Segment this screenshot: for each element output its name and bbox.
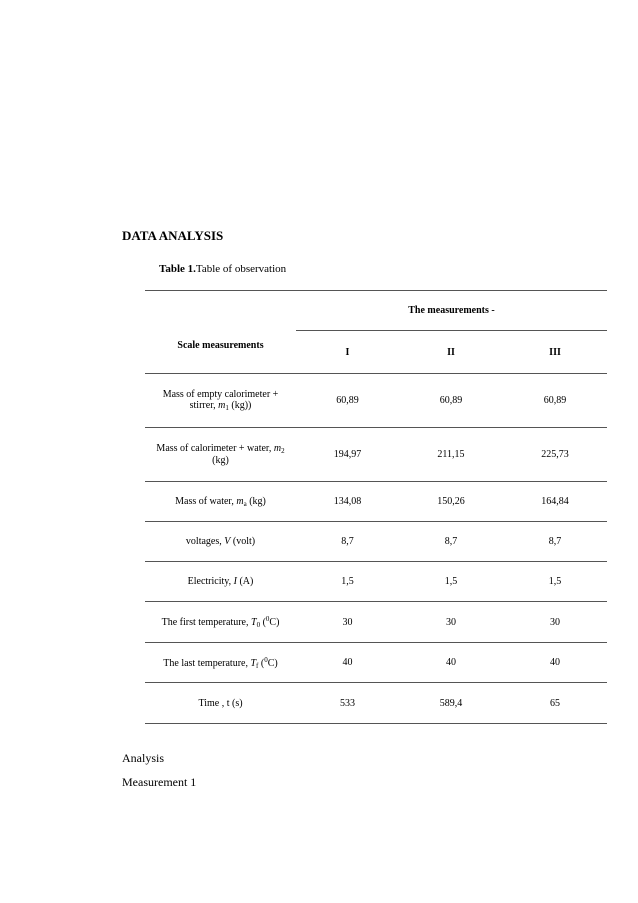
- row-label-part: Mass of calorimeter + water,: [156, 443, 274, 454]
- group-header: The measurements -: [296, 291, 607, 331]
- row-label-part: C): [269, 617, 280, 628]
- table-cell: 30: [503, 602, 607, 643]
- table-row: [145, 643, 607, 683]
- row-label: [145, 428, 296, 482]
- observation-table: [145, 290, 607, 724]
- table-cell: 150,26: [399, 482, 503, 522]
- analysis-label: Analysis: [122, 751, 164, 765]
- table-row: [145, 482, 607, 522]
- table-cell: 40: [399, 643, 503, 683]
- table-cell: 1,5: [296, 562, 399, 602]
- row-label-part: (A): [236, 576, 254, 587]
- row-label-part: Time , t (s): [198, 697, 243, 709]
- table-cell: 8,7: [399, 522, 503, 562]
- row-label: The last temperature, $T_f$ ($^0$C): [145, 643, 296, 683]
- table-row: [145, 683, 607, 724]
- row-label-part: 0: [264, 655, 268, 664]
- row-label-part: m: [273, 443, 282, 454]
- column-header: II: [399, 331, 503, 374]
- table-cell: 30: [399, 602, 503, 643]
- table-cell: 194,97: [296, 428, 399, 482]
- table-cell: 40: [296, 643, 399, 683]
- row-label-part: m: [218, 400, 226, 411]
- row-label-part: a: [243, 499, 247, 508]
- row-label-part: (volt): [230, 536, 256, 547]
- column-header: III: [503, 331, 607, 374]
- row-label-part: Mass of water,: [175, 495, 237, 507]
- table-cell: 164,84: [503, 482, 607, 522]
- table-cell: 533: [296, 683, 399, 724]
- row-label: [145, 683, 296, 724]
- row-label-part: 0: [256, 621, 261, 629]
- row-label-part: 2: [281, 447, 285, 455]
- column-header: I: [296, 331, 399, 374]
- row-label-part: I: [233, 576, 237, 587]
- row-label-part: (kg)): [228, 400, 252, 411]
- table-caption: [159, 263, 286, 275]
- row-label-part: V: [224, 536, 231, 547]
- table-cell: 225,73: [503, 428, 607, 482]
- row-label-part: 1: [225, 404, 229, 412]
- table-row: [145, 428, 607, 482]
- row-label-part: Mass of empty calorimeter + stirrer,: [162, 389, 279, 411]
- table-cell: 60,89: [399, 374, 503, 428]
- row-label-part: m: [236, 495, 244, 507]
- table-cell: 40: [503, 643, 607, 683]
- table-cell: 211,15: [399, 428, 503, 482]
- row-label: [145, 522, 296, 562]
- row-label-part: T: [250, 657, 257, 669]
- row-label-part: T: [251, 617, 257, 628]
- table-cell: 60,89: [296, 374, 399, 428]
- table-cell: 589,4: [399, 683, 503, 724]
- table-cell: 30: [296, 602, 399, 643]
- table-cell: 1,5: [503, 562, 607, 602]
- table-cell: 1,5: [399, 562, 503, 602]
- row-label-part: f: [256, 661, 259, 670]
- table-cell: 65: [503, 683, 607, 724]
- table-caption-label: Table 1.: [159, 263, 196, 275]
- row-label-part: voltages,: [185, 536, 225, 547]
- row-label-part: The first temperature,: [161, 617, 251, 628]
- row-label: The first temperature, $T_0$ ($^0$C): [145, 602, 296, 643]
- row-label-part: The last temperature,: [163, 657, 251, 669]
- table-cell: 134,08: [296, 482, 399, 522]
- row-label-part: Electricity,: [187, 576, 234, 587]
- table-row: [145, 522, 607, 562]
- table-row: [145, 602, 607, 643]
- row-label-part: 0: [265, 615, 270, 623]
- table-cell: 8,7: [503, 522, 607, 562]
- table-caption-text: Table of observation: [195, 263, 287, 275]
- section-heading: DATA ANALYSIS: [122, 228, 224, 243]
- table-row: [145, 562, 607, 602]
- table-row: [145, 374, 607, 428]
- table-cell: 60,89: [503, 374, 607, 428]
- row-label-part: (kg): [212, 455, 229, 466]
- measurement-label: Measurement 1: [122, 775, 197, 789]
- table-cell: 8,7: [296, 522, 399, 562]
- row-label: [145, 374, 296, 428]
- row-label: [145, 562, 296, 602]
- row-label: [145, 482, 296, 522]
- row-label-part: (kg): [246, 495, 266, 507]
- row-label-part: C): [267, 657, 278, 669]
- row-header: Scale measurements: [145, 291, 296, 374]
